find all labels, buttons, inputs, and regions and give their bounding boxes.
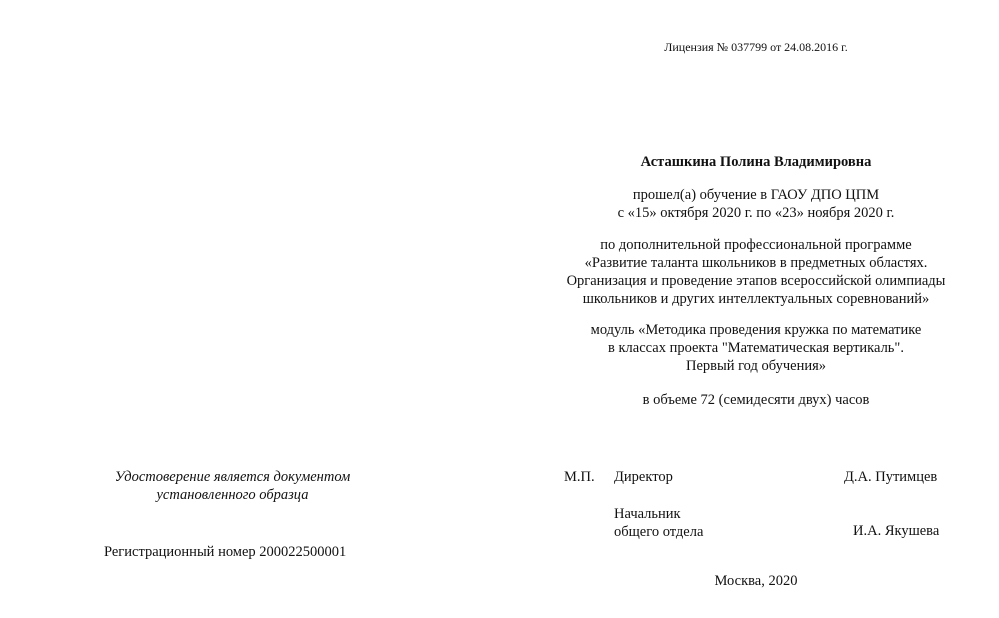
module-line-1: модуль «Методика проведения кружка по математике: [590, 322, 922, 338]
program-line-3: Организация и проведение этапов всероссийской олимпиады: [566, 273, 946, 289]
director-title: Директор: [614, 469, 673, 485]
note-line-1: Удостоверение является документом: [114, 469, 351, 485]
training-period: [556, 186, 956, 222]
training-line-2: с «15» октября 2020 г. по «23» ноября 2020 г.: [617, 205, 895, 221]
module-line-2: в классах проекта "Математическая вертикаль".: [608, 340, 904, 356]
stamp-placeholder: М.П.: [564, 469, 595, 485]
license-line: Лицензия № 037799 от 24.08.2016 г.: [664, 40, 848, 54]
hours-volume: в объеме 72 (семидесяти двух) часов: [642, 392, 870, 408]
recipient-name: Асташкина Полина Владимировна: [640, 154, 872, 170]
head-title-line-1: Начальник: [614, 506, 681, 522]
program-line-1: по дополнительной профессиональной программе: [600, 237, 912, 253]
city-year: Москва, 2020: [714, 573, 798, 589]
head-title-line-2: общего отдела: [614, 524, 704, 540]
document-note: [60, 468, 405, 504]
program-line-4: школьников и других интеллектуальных соревнований»: [582, 291, 930, 307]
registration-number: Регистрационный номер 200022500001: [104, 544, 347, 560]
training-line-1: прошел(а) обучение в ГАОУ ДПО ЦПМ: [632, 187, 880, 203]
note-line-2: установленного образца: [156, 487, 309, 503]
program-description: [536, 236, 976, 308]
head-name: И.А. Якушева: [853, 523, 940, 539]
module-line-3: Первый год обучения»: [685, 358, 827, 374]
program-line-2: «Развитие таланта школьников в предметных областях.: [584, 255, 928, 271]
head-title: [614, 505, 703, 541]
module-description: [556, 321, 956, 375]
director-name: Д.А. Путимцев: [844, 469, 938, 485]
